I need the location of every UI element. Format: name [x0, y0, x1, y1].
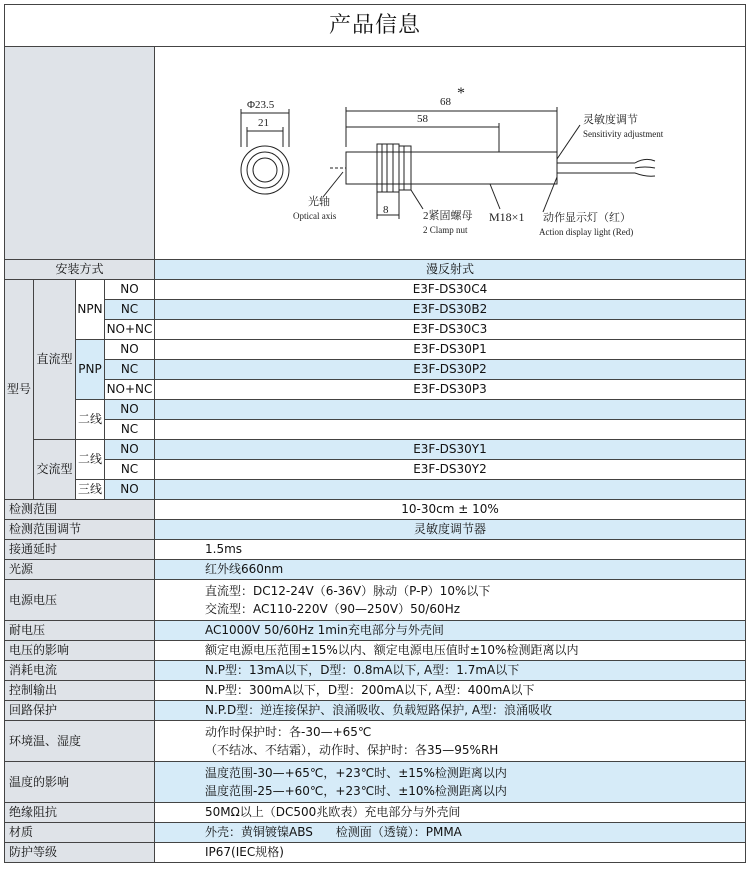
env-line-2: （不结冰、不结霜），动作时、保护时：各35—95%RH: [205, 743, 499, 757]
spec-value-range-adjust: 灵敏度调节器: [155, 520, 746, 540]
asterisk-label: *: [457, 85, 465, 102]
model-code: [155, 480, 746, 500]
temp-line-2: 温度范围-25—+60℃，+23℃时、±10%检测距离以内: [205, 784, 507, 798]
diagram-label-cell: [5, 47, 155, 260]
model-output: NO: [105, 480, 155, 500]
model-output: NO+NC: [105, 380, 155, 400]
power-ac-line: 交流型：AC110-220V（90—250V）50/60Hz: [205, 602, 461, 616]
model-code: E3F-DS30C3: [155, 320, 746, 340]
front-view-outer-circle: [241, 146, 289, 194]
model-output: NO: [105, 280, 155, 300]
ac-three-wire-label: 三线: [76, 480, 105, 500]
model-code: E3F-DS30Y2: [155, 460, 746, 480]
spec-label-range: 检测范围: [5, 500, 155, 520]
length-8-label: 8: [383, 204, 389, 216]
pnp-label: PNP: [76, 340, 105, 400]
dc-two-wire-label: 二线: [76, 400, 105, 440]
spec-table: [4, 4, 746, 863]
clamp-nut-en-label: 2 Clamp nut: [423, 225, 468, 235]
action-light-en-label: Action display light (Red): [539, 227, 634, 237]
spec-value-delay: 1.5ms: [155, 540, 746, 560]
sensor-dimension-diagram: [155, 47, 744, 259]
model-output: NO: [105, 400, 155, 420]
length-58-label: 58: [417, 113, 428, 125]
spec-label-control: 控制输出: [5, 681, 155, 701]
env-line-1: 动作时保护时：各-30—+65℃: [205, 725, 372, 739]
sensitivity-en-label: Sensitivity adjustment: [583, 129, 664, 139]
power-dc-line: 直流型：DC12-24V（6-36V）脉动（P-P）10%以下: [205, 584, 491, 598]
sensitivity-cn-label: 灵敏度调节: [583, 114, 638, 126]
spec-label-light: 光源: [5, 560, 155, 580]
page-title: 产品信息: [5, 5, 746, 47]
product-info-sheet: [4, 4, 745, 879]
spec-label-ip: 防护等级: [5, 843, 155, 863]
model-code: E3F-DS30B2: [155, 300, 746, 320]
model-code: E3F-DS30P1: [155, 340, 746, 360]
spec-label-delay: 接通延时: [5, 540, 155, 560]
spec-label-material: 材质: [5, 823, 155, 843]
spec-value-light: 红外线660nm: [155, 560, 746, 580]
ac-type-label: 交流型: [34, 440, 76, 500]
spec-value-insulation: 50MΩ以上（DC500兆欧表）充电部分与外壳间: [155, 803, 746, 823]
clamp-nut-cn-label: 2紧固螺母: [423, 210, 473, 222]
spec-label-withstand: 耐电压: [5, 621, 155, 641]
model-output: NC: [105, 300, 155, 320]
width-21-label: 21: [258, 117, 269, 129]
spec-label-voltage-effect: 电压的影响: [5, 641, 155, 661]
diameter-label: Φ23.5: [247, 99, 275, 111]
model-output: NO: [105, 340, 155, 360]
spec-value-material: 外壳：黄铜镀镍ABS 检测面（透镜）：PMMA: [155, 823, 746, 843]
length-68-label: 68: [440, 96, 451, 108]
front-view-lens-circle: [253, 158, 277, 182]
ac-two-wire-label: 二线: [76, 440, 105, 480]
model-code: E3F-DS30P2: [155, 360, 746, 380]
model-output: NC: [105, 420, 155, 440]
spec-value-consumption: N.P型：13mA以下，D型：0.8mA以下, A型：1.7mA以下: [155, 661, 746, 681]
spec-value-ip: IP67(IEC规格): [155, 843, 746, 863]
model-label: 型号: [5, 280, 34, 500]
sensor-diagram-cell: [155, 47, 746, 260]
model-output: NO+NC: [105, 320, 155, 340]
thread-label: M18×1: [489, 210, 525, 224]
npn-label: NPN: [76, 280, 105, 340]
dc-type-label: 直流型: [34, 280, 76, 440]
optical-axis-en-label: Optical axis: [293, 211, 337, 221]
temp-line-1: 温度范围-30—+65℃，+23℃时、±15%检测距离以内: [205, 766, 507, 780]
spec-value-withstand: AC1000V 50/60Hz 1min充电部分与外壳间: [155, 621, 746, 641]
spec-label-environment: 环境温、湿度: [5, 721, 155, 762]
spec-value-voltage-effect: 额定电源电压范围±15%以内、额定电源电压值时±10%检测距离以内: [155, 641, 746, 661]
model-code: E3F-DS30C4: [155, 280, 746, 300]
model-code: [155, 420, 746, 440]
optical-axis-cn-label: 光轴: [308, 196, 330, 208]
model-code: E3F-DS30Y1: [155, 440, 746, 460]
model-code: E3F-DS30P3: [155, 380, 746, 400]
spec-value-environment: [155, 721, 746, 762]
install-label: 安装方式: [5, 260, 155, 280]
spec-label-protection: 回路保护: [5, 701, 155, 721]
spec-label-insulation: 绝缘阻抗: [5, 803, 155, 823]
spec-label-range-adjust: 检测范围调节: [5, 520, 155, 540]
front-view-inner-circle: [247, 152, 283, 188]
model-code: [155, 400, 746, 420]
install-value: 漫反射式: [155, 260, 746, 280]
spec-value-temp-effect: [155, 762, 746, 803]
spec-value-protection: N.P.D型：逆连接保护、浪涌吸收、负载短路保护, A型：浪涌吸收: [155, 701, 746, 721]
spec-label-power: 电源电压: [5, 580, 155, 621]
action-light-cn-label: 动作显示灯（红）: [543, 212, 631, 224]
spec-value-control: N.P型：300mA以下，D型：200mA以下, A型：400mA以下: [155, 681, 746, 701]
spec-value-power: [155, 580, 746, 621]
model-output: NC: [105, 360, 155, 380]
model-output: NO: [105, 440, 155, 460]
spec-label-consumption: 消耗电流: [5, 661, 155, 681]
model-output: NC: [105, 460, 155, 480]
spec-label-temp-effect: 温度的影响: [5, 762, 155, 803]
spec-value-range: 10-30cm ± 10%: [155, 500, 746, 520]
